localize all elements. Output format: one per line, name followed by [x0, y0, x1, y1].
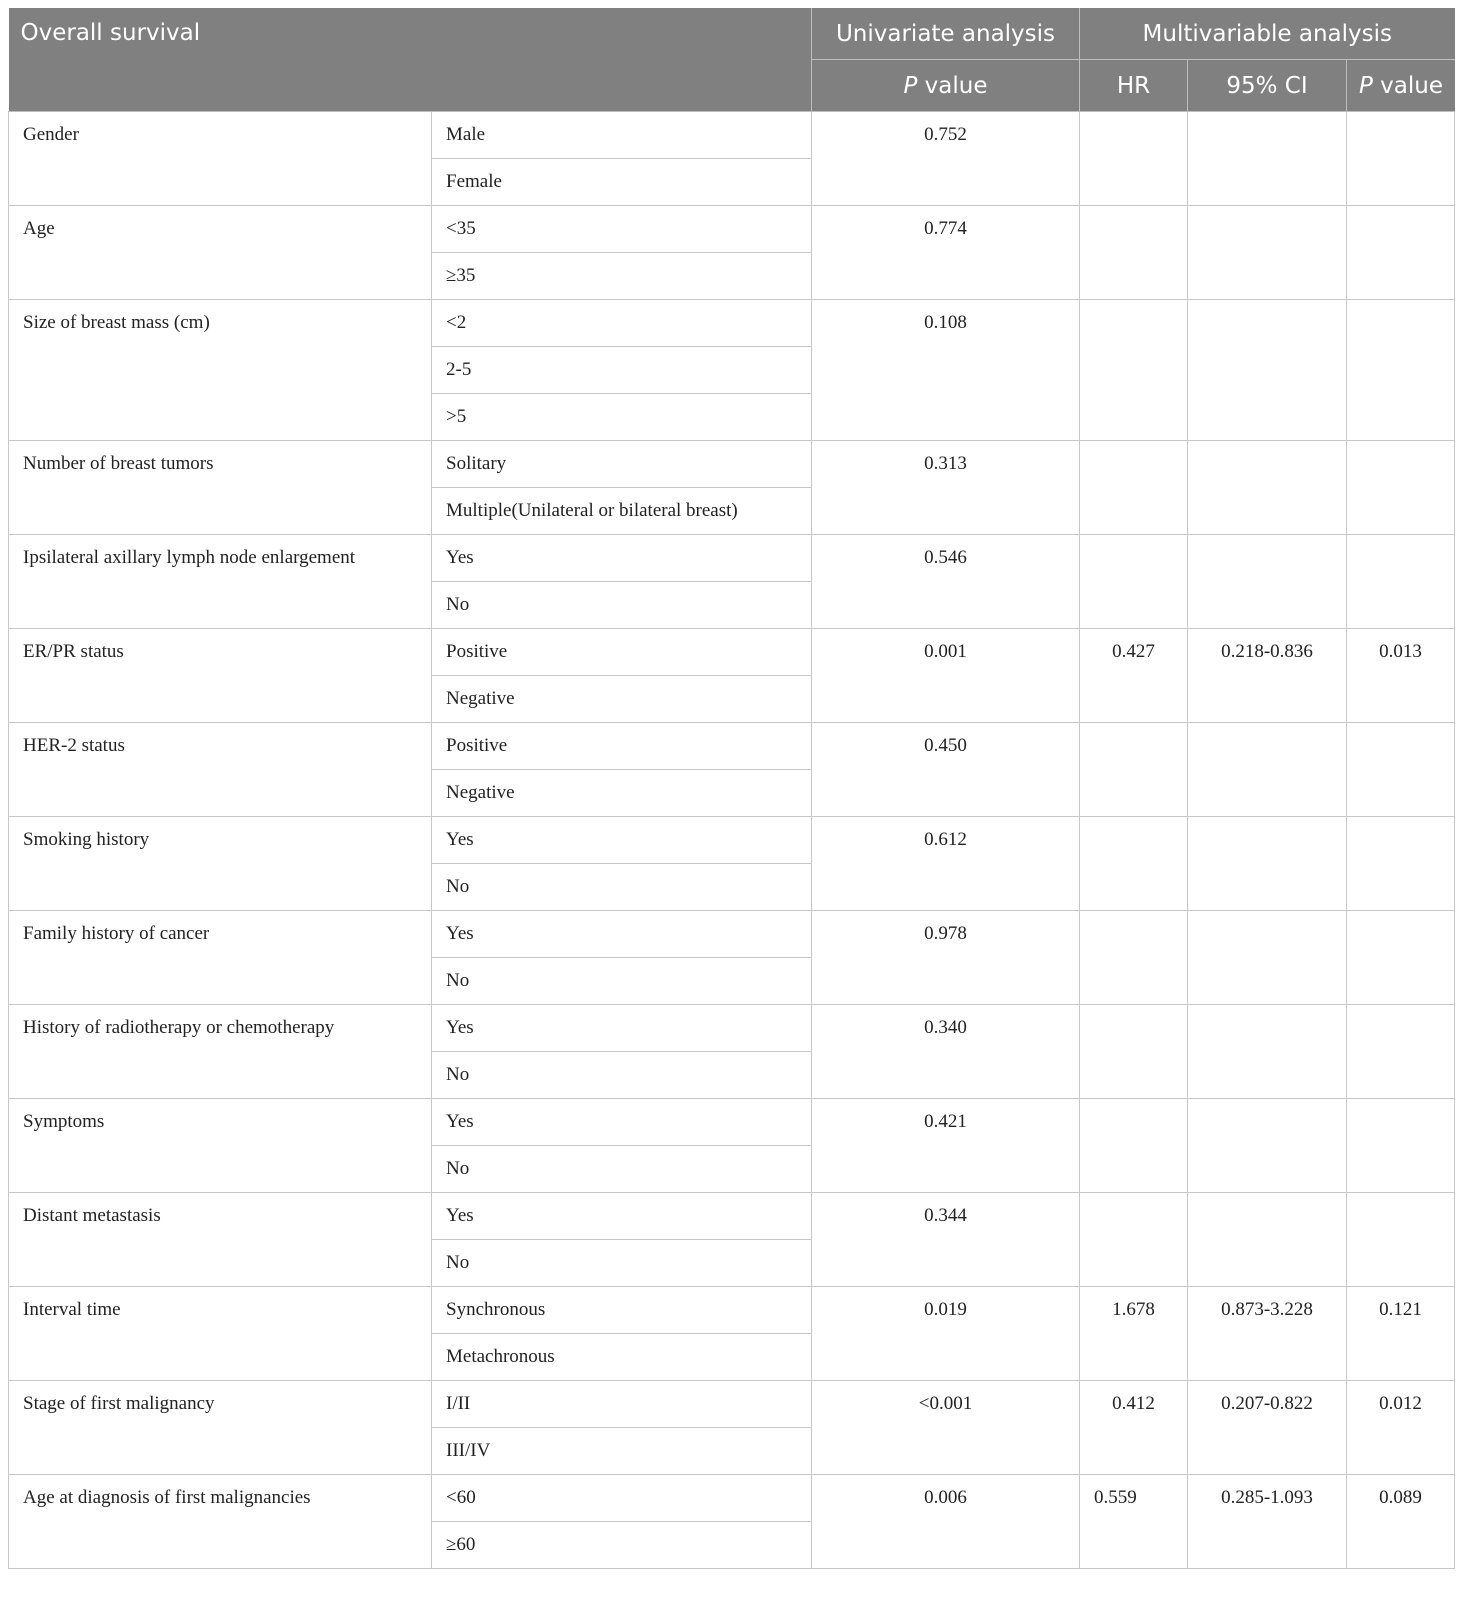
hr-cell — [1080, 112, 1188, 206]
level-cell: Solitary — [432, 441, 812, 488]
multivariable-p-value-cell — [1347, 723, 1455, 817]
ci-cell — [1188, 911, 1347, 1005]
level-cell: Metachronous — [432, 1334, 812, 1381]
level-cell: Yes — [432, 1099, 812, 1146]
level-cell: ≥35 — [432, 253, 812, 300]
multivariable-p-value-cell — [1347, 1193, 1455, 1287]
level-cell: Male — [432, 112, 812, 159]
level-cell: No — [432, 864, 812, 911]
univariate-p-value-cell: 0.546 — [812, 535, 1080, 629]
ci-cell — [1188, 1099, 1347, 1193]
table-row — [9, 629, 1455, 676]
header-univariate-p-value: P value — [812, 60, 1080, 112]
univariate-p-value-cell: 0.774 — [812, 206, 1080, 300]
ci-cell — [1188, 817, 1347, 911]
hr-cell — [1080, 1005, 1188, 1099]
univariate-p-value-cell: 0.340 — [812, 1005, 1080, 1099]
level-cell: Negative — [432, 676, 812, 723]
level-cell: No — [432, 1146, 812, 1193]
level-cell: No — [432, 1240, 812, 1287]
multivariable-p-value-cell: 0.013 — [1347, 629, 1455, 723]
level-cell: 2-5 — [432, 347, 812, 394]
multivariable-p-value-cell — [1347, 535, 1455, 629]
hr-cell — [1080, 817, 1188, 911]
level-cell: III/IV — [432, 1428, 812, 1475]
level-cell: Positive — [432, 723, 812, 770]
hr-cell — [1080, 1099, 1188, 1193]
ci-cell: 0.218-0.836 — [1188, 629, 1347, 723]
multivariable-p-value-cell — [1347, 817, 1455, 911]
variable-cell: Distant metastasis — [9, 1193, 432, 1287]
table-row — [9, 300, 1455, 347]
level-cell: Negative — [432, 770, 812, 817]
ci-cell — [1188, 1005, 1347, 1099]
univariate-p-value-cell: 0.752 — [812, 112, 1080, 206]
ci-cell: 0.207-0.822 — [1188, 1381, 1347, 1475]
ci-cell: 0.285-1.093 — [1188, 1475, 1347, 1569]
ci-cell — [1188, 441, 1347, 535]
univariate-p-value-cell: 0.450 — [812, 723, 1080, 817]
univariate-p-value-cell: 0.019 — [812, 1287, 1080, 1381]
hr-cell — [1080, 535, 1188, 629]
multivariable-p-value-cell — [1347, 300, 1455, 441]
level-cell: Yes — [432, 817, 812, 864]
multivariable-p-value-cell — [1347, 911, 1455, 1005]
level-cell: <2 — [432, 300, 812, 347]
hr-cell — [1080, 441, 1188, 535]
level-cell: I/II — [432, 1381, 812, 1428]
table-row — [9, 817, 1455, 864]
header-95-ci: 95% CI — [1188, 60, 1347, 112]
hr-cell: 1.678 — [1080, 1287, 1188, 1381]
multivariable-p-value-cell: 0.012 — [1347, 1381, 1455, 1475]
header-univariate-analysis: Univariate analysis — [812, 8, 1080, 60]
variable-cell: Stage of first malignancy — [9, 1381, 432, 1475]
level-cell: Multiple(Unilateral or bilateral breast) — [432, 488, 812, 535]
variable-cell: Age at diagnosis of first malignancies — [9, 1475, 432, 1569]
variable-cell: HER-2 status — [9, 723, 432, 817]
hr-cell — [1080, 300, 1188, 441]
multivariable-p-value-cell — [1347, 112, 1455, 206]
multivariable-p-value-cell — [1347, 1005, 1455, 1099]
univariate-p-value-cell: 0.612 — [812, 817, 1080, 911]
hr-cell — [1080, 206, 1188, 300]
level-cell: <35 — [432, 206, 812, 253]
level-cell: <60 — [432, 1475, 812, 1522]
table-row — [9, 1475, 1455, 1522]
hr-cell: 0.559 — [1080, 1475, 1188, 1569]
table-row — [9, 1193, 1455, 1240]
table-row — [9, 1005, 1455, 1052]
survival-analysis-table — [8, 8, 1455, 1569]
header-hr: HR — [1080, 60, 1188, 112]
level-cell: No — [432, 1052, 812, 1099]
variable-cell: Ipsilateral axillary lymph node enlargement — [9, 535, 432, 629]
hr-cell — [1080, 1193, 1188, 1287]
univariate-p-value-cell: 0.001 — [812, 629, 1080, 723]
table-row — [9, 112, 1455, 159]
multivariable-p-value-cell: 0.089 — [1347, 1475, 1455, 1569]
header-multivariable-analysis: Multivariable analysis — [1080, 8, 1455, 60]
level-cell: Yes — [432, 535, 812, 582]
table-body — [9, 112, 1455, 1569]
hr-cell — [1080, 911, 1188, 1005]
level-cell: Yes — [432, 1193, 812, 1240]
variable-cell: Smoking history — [9, 817, 432, 911]
multivariable-p-value-cell — [1347, 1099, 1455, 1193]
level-cell: No — [432, 958, 812, 1005]
variable-cell: ER/PR status — [9, 629, 432, 723]
hr-cell — [1080, 723, 1188, 817]
univariate-p-value-cell: 0.978 — [812, 911, 1080, 1005]
variable-cell: Gender — [9, 112, 432, 206]
ci-cell — [1188, 300, 1347, 441]
ci-cell — [1188, 535, 1347, 629]
table-row — [9, 441, 1455, 488]
level-cell: Female — [432, 159, 812, 206]
multivariable-p-value-cell: 0.121 — [1347, 1287, 1455, 1381]
variable-cell: Family history of cancer — [9, 911, 432, 1005]
header-overall-survival: Overall survival — [9, 8, 812, 112]
ci-cell — [1188, 112, 1347, 206]
level-cell: Yes — [432, 1005, 812, 1052]
variable-cell: Interval time — [9, 1287, 432, 1381]
table-row — [9, 1381, 1455, 1428]
table-row — [9, 723, 1455, 770]
variable-cell: Size of breast mass (cm) — [9, 300, 432, 441]
variable-cell: Age — [9, 206, 432, 300]
level-cell: ≥60 — [432, 1522, 812, 1569]
header-multivariable-p-value: P value — [1347, 60, 1455, 112]
variable-cell: Symptoms — [9, 1099, 432, 1193]
table-header — [9, 8, 1455, 112]
ci-cell: 0.873-3.228 — [1188, 1287, 1347, 1381]
level-cell: Yes — [432, 911, 812, 958]
level-cell: Positive — [432, 629, 812, 676]
ci-cell — [1188, 1193, 1347, 1287]
multivariable-p-value-cell — [1347, 441, 1455, 535]
hr-cell: 0.427 — [1080, 629, 1188, 723]
univariate-p-value-cell: 0.344 — [812, 1193, 1080, 1287]
table-row — [9, 1099, 1455, 1146]
table-row — [9, 535, 1455, 582]
level-cell: >5 — [432, 394, 812, 441]
univariate-p-value-cell: 0.313 — [812, 441, 1080, 535]
univariate-p-value-cell: <0.001 — [812, 1381, 1080, 1475]
univariate-p-value-cell: 0.006 — [812, 1475, 1080, 1569]
table-row — [9, 1287, 1455, 1334]
univariate-p-value-cell: 0.108 — [812, 300, 1080, 441]
ci-cell — [1188, 206, 1347, 300]
univariate-p-value-cell: 0.421 — [812, 1099, 1080, 1193]
multivariable-p-value-cell — [1347, 206, 1455, 300]
hr-cell: 0.412 — [1080, 1381, 1188, 1475]
level-cell: No — [432, 582, 812, 629]
level-cell: Synchronous — [432, 1287, 812, 1334]
variable-cell: History of radiotherapy or chemotherapy — [9, 1005, 432, 1099]
ci-cell — [1188, 723, 1347, 817]
table-row — [9, 206, 1455, 253]
table-row — [9, 911, 1455, 958]
variable-cell: Number of breast tumors — [9, 441, 432, 535]
